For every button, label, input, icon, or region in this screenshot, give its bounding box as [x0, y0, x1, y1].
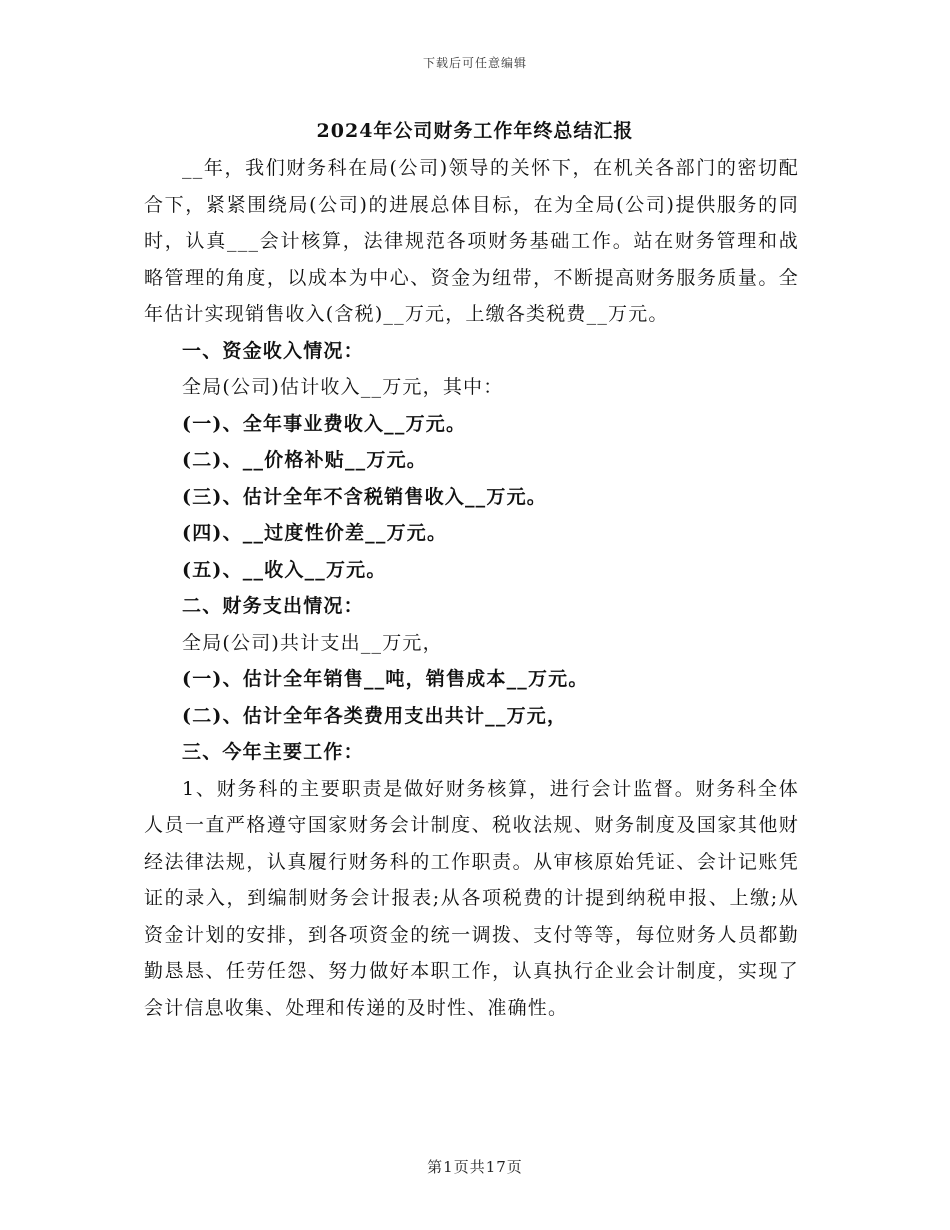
document-body	[144, 150, 799, 1026]
section-heading-expense: 二、财务支出情况：	[182, 595, 364, 617]
income-item-2: (二)、__价格补贴__万元。	[182, 449, 427, 471]
income-item-5: (五)、__收入__万元。	[182, 558, 387, 581]
page-header: 下载后可任意编辑	[422, 56, 527, 70]
document-title: 2024年公司财务工作年终总结汇报	[316, 120, 634, 142]
expense-summary: 全局(公司)共计支出__万元，	[182, 631, 443, 654]
income-item-3: (三)、估计全年不含税销售收入__万元。	[182, 485, 547, 508]
expense-item-1: (一)、估计全年销售__吨，销售成本__万元。	[182, 668, 589, 690]
income-item-4: (四)、__过度性价差__万元。	[182, 522, 448, 544]
expense-item-2: (二)、估计全年各类费用支出共计__万元，	[182, 704, 568, 727]
section-heading-income: 一、资金收入情况：	[182, 339, 364, 362]
income-summary: 全局(公司)估计收入__万元，其中：	[182, 376, 504, 398]
income-item-1: (一)、全年事业费收入__万元。	[182, 412, 467, 435]
intro-paragraph: __年，我们财务科在局(公司)领导的关怀下，在机关各部门的密切配合下，紧紧围绕局(公司)的进展总体目标，在为全局(公司)提供服务的同时，认真___会计核算，法律规范各项财务基础工作。站在财务管理和战略管理的角度，以成本为中心、资金为纽带，不断提高财务服务质量。全年估计实现销售收入(含税)__万元，上缴各类税费__万元。	[144, 157, 799, 325]
section-heading-work: 三、今年主要工作：	[182, 741, 364, 763]
page-number: 第1页共17页	[427, 1158, 523, 1176]
work-paragraph-1: 1、财务科的主要职责是做好财务核算，进行会计监督。财务科全体人员一直严格遵守国家财务会计制度、税收法规、财务制度及国家其他财经法律法规，认真履行财务科的工作职责。从审核原始凭证、会计记账凭证的录入，到编制财务会计报表;从各项税费的计提到纳税申报、上缴;从资金计划的安排，到各项资金的统一调拨、支付等等，每位财务人员都勤勤恳恳、任劳任怨、努力做好本职工作，认真执行企业会计制度，实现了会计信息收集、处理和传递的及时性、准确性。	[144, 777, 799, 1019]
